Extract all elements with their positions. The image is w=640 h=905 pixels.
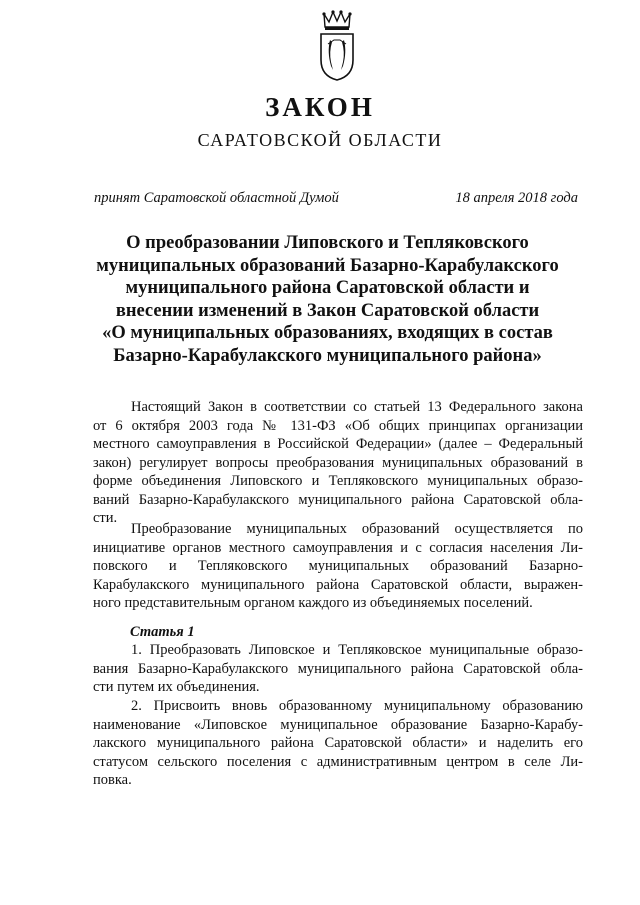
text-line: наименование «Липовское муниципальное образование Базарно-Карабу- <box>93 716 583 733</box>
text-line: Карабулакского муниципального района Саратовской области, выражен- <box>93 576 583 593</box>
text-line: инициативе органов местного самоуправления и с согласия населения Ли- <box>93 539 583 556</box>
text-line: вания Базарно-Карабулакского муниципального района Саратовской обла- <box>93 660 583 677</box>
article-clause-2 <box>93 697 583 790</box>
text-line: Преобразование муниципальных образований осуществляется по <box>131 521 583 537</box>
article-clause-1 <box>93 641 583 697</box>
text-line: статусом сельского поселения с административным центром в селе Ли- <box>93 753 583 770</box>
page-title: ЗАКОН <box>265 92 375 122</box>
text-line: повка. <box>93 772 132 788</box>
preamble-paragraph-2 <box>93 520 583 613</box>
text-line: ного представительным органом каждого из объединяемых поселений. <box>93 595 533 611</box>
law-heading <box>70 232 585 367</box>
text-line: сти путем их объединения. <box>93 679 260 695</box>
law-heading-line: муниципального района Саратовской области и <box>125 278 530 298</box>
text-line: Настоящий Закон в соответствии со статьей 13 Федерального закона <box>131 399 583 415</box>
accepted-by: принят Саратовской областной Думой <box>94 190 339 206</box>
text-line: от 6 октября 2003 года № 131-ФЗ «Об общих принципах организации <box>93 417 583 434</box>
text-line: 1. Преобразовать Липовское и Тепляковское муниципальные образо- <box>131 642 583 658</box>
law-heading-line: О преобразовании Липовского и Тепляковского <box>126 233 529 253</box>
law-heading-line: Базарно-Карабулакского муниципального района» <box>113 345 542 366</box>
page-subtitle: САРАТОВСКОЙ ОБЛАСТИ <box>197 130 443 150</box>
preamble-paragraph <box>93 398 583 528</box>
text-line: сти. <box>93 510 118 526</box>
law-heading-line: «О муниципальных образованиях, входящих в состав <box>102 323 553 343</box>
law-heading-line: муниципальных образований Базарно-Карабулакского <box>96 255 559 276</box>
article-title: Статья 1 <box>130 624 195 640</box>
text-line: 2. Присвоить вновь образованному муниципальному образованию <box>131 698 583 714</box>
saratov-coat-of-arms-icon <box>316 10 358 82</box>
text-line: ваний Базарно-Карабулакского муниципального района Саратовской обла- <box>93 491 583 508</box>
law-heading-line: внесении изменений в Закон Саратовской области <box>115 300 540 321</box>
accepted-date: 18 апреля 2018 года <box>455 190 578 206</box>
text-line: форме объединения Липовского и Тепляковского муниципальных образо- <box>93 473 583 489</box>
text-line: местного самоуправления в Российской Федерации» (далее – Федеральный <box>93 436 583 452</box>
text-line: закон) регулирует вопросы преобразования муниципальных образований в <box>93 454 583 471</box>
text-line: лакского муниципального района Саратовской области» и наделить его <box>93 735 583 751</box>
text-line: повского и Тепляковского муниципальных образований Базарно- <box>93 558 583 574</box>
